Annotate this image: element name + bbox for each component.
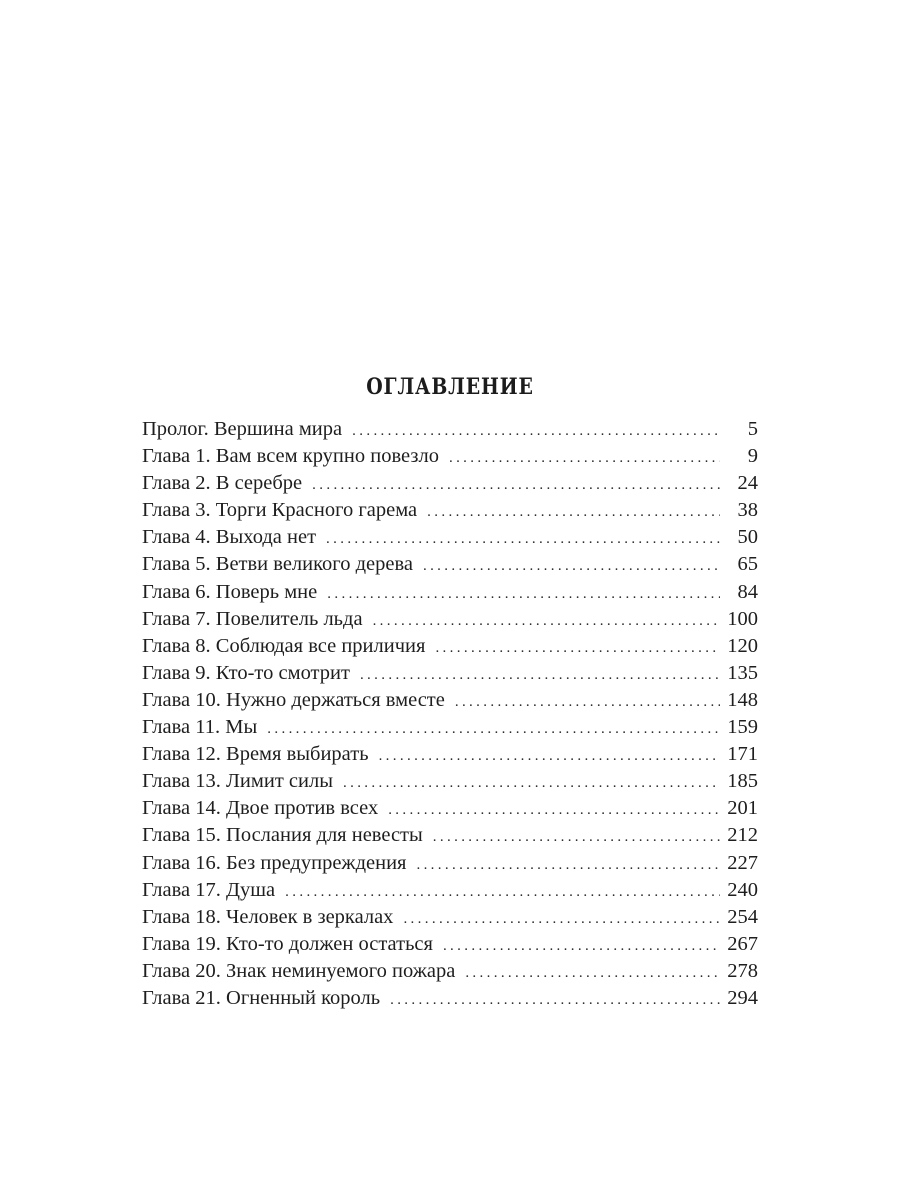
toc-entry-label: Глава 9. Кто-то смотрит xyxy=(142,661,350,684)
dot-leader xyxy=(352,418,720,443)
toc-entry xyxy=(142,551,758,578)
dot-leader xyxy=(435,635,720,660)
toc-entry xyxy=(142,606,758,633)
toc-entry xyxy=(142,524,758,551)
toc-entry xyxy=(142,579,758,606)
toc-entry xyxy=(142,931,758,958)
page-title: ОГЛАВЛЕНИЕ xyxy=(366,374,534,400)
dot-leader xyxy=(327,581,720,606)
dot-leader xyxy=(433,824,720,849)
toc-entry-page: 38 xyxy=(737,499,758,522)
toc-entry-page: 212 xyxy=(727,824,758,847)
toc-entry-label: Глава 14. Двое против всех xyxy=(142,797,379,820)
toc-entry-page: 120 xyxy=(727,634,758,657)
toc-entry-label: Глава 3. Торги Красного гарема xyxy=(142,499,418,522)
toc-entry-label: Глава 21. Огненный король xyxy=(142,986,381,1009)
dot-leader xyxy=(360,662,720,687)
toc-entry xyxy=(142,633,758,660)
toc-entry-label: Глава 2. В серебре xyxy=(142,472,303,495)
toc-entry xyxy=(142,850,758,877)
toc-list xyxy=(142,416,758,1012)
toc-entry-label: Глава 1. Вам всем крупно повезло xyxy=(142,445,439,468)
toc-entry xyxy=(142,714,758,741)
toc-entry-page: 227 xyxy=(727,851,758,874)
toc-entry-page: 159 xyxy=(727,716,758,739)
dot-leader xyxy=(443,933,720,958)
toc-entry-label: Глава 20. Знак неминуемого пожара xyxy=(142,959,456,982)
toc-entry-label: Глава 12. Время выбирать xyxy=(142,743,369,766)
dot-leader xyxy=(416,852,720,877)
toc-entry-label: Глава 5. Ветви великого дерева xyxy=(142,553,413,576)
dot-leader xyxy=(465,960,720,985)
toc-entry-page: 240 xyxy=(727,878,758,901)
toc-entry xyxy=(142,497,758,524)
toc-entry-page: 135 xyxy=(727,661,758,684)
toc-entry-page: 185 xyxy=(727,770,758,793)
dot-leader xyxy=(455,689,720,714)
dot-leader xyxy=(388,797,720,822)
dot-leader xyxy=(326,526,720,551)
toc-entry-label: Глава 17. Душа xyxy=(142,878,276,901)
toc-entry-page: 84 xyxy=(737,580,758,603)
toc-entry xyxy=(142,660,758,687)
toc-entry xyxy=(142,958,758,985)
toc-entry-page: 201 xyxy=(727,797,758,820)
toc-entry xyxy=(142,470,758,497)
dot-leader xyxy=(379,743,720,768)
toc-entry-label: Глава 19. Кто-то должен остаться xyxy=(142,932,433,955)
toc-entry-label: Глава 7. Повелитель льда xyxy=(142,607,363,630)
toc-entry-label: Глава 11. Мы xyxy=(142,716,258,739)
dot-leader xyxy=(403,906,720,931)
toc-entry xyxy=(142,443,758,470)
toc-entry-page: 171 xyxy=(727,743,758,766)
toc-entry-label: Глава 4. Выхода нет xyxy=(142,526,317,549)
toc-entry-label: Глава 16. Без предупреждения xyxy=(142,851,407,874)
toc-entry-page: 267 xyxy=(727,932,758,955)
toc-entry xyxy=(142,795,758,822)
table-of-contents xyxy=(142,372,758,1012)
toc-entry xyxy=(142,822,758,849)
toc-entry-label: Глава 15. Послания для невесты xyxy=(142,824,423,847)
dot-leader xyxy=(343,770,720,795)
toc-entry-page: 294 xyxy=(727,986,758,1009)
toc-entry-page: 278 xyxy=(727,959,758,982)
toc-entry xyxy=(142,687,758,714)
toc-entry-page: 24 xyxy=(737,472,758,495)
toc-entry-page: 65 xyxy=(737,553,758,576)
toc-entry-label: Глава 8. Соблюдая все приличия xyxy=(142,634,426,657)
toc-entry-page: 100 xyxy=(727,607,758,630)
dot-leader xyxy=(423,553,720,578)
dot-leader xyxy=(449,445,720,470)
dot-leader xyxy=(373,608,720,633)
toc-entry xyxy=(142,416,758,443)
dot-leader xyxy=(427,499,720,524)
toc-entry-page: 9 xyxy=(747,445,758,468)
toc-entry xyxy=(142,904,758,931)
toc-entry xyxy=(142,877,758,904)
dot-leader xyxy=(390,987,720,1012)
dot-leader xyxy=(267,716,720,741)
toc-entry-label: Глава 13. Лимит силы xyxy=(142,770,333,793)
toc-entry-label: Пролог. Вершина мира xyxy=(142,418,343,440)
toc-entry-page: 5 xyxy=(747,418,758,440)
toc-entry-label: Глава 10. Нужно держаться вместе xyxy=(142,688,445,711)
dot-leader xyxy=(285,879,720,904)
toc-entry xyxy=(142,768,758,795)
toc-entry-page: 148 xyxy=(727,688,758,711)
toc-entry-label: Глава 6. Поверь мне xyxy=(142,580,318,603)
toc-entry-page: 254 xyxy=(727,905,758,928)
toc-entry-label: Глава 18. Человек в зеркалах xyxy=(142,905,394,928)
dot-leader xyxy=(312,472,720,497)
toc-entry xyxy=(142,985,758,1012)
toc-entry xyxy=(142,741,758,768)
toc-entry-page: 50 xyxy=(737,526,758,549)
